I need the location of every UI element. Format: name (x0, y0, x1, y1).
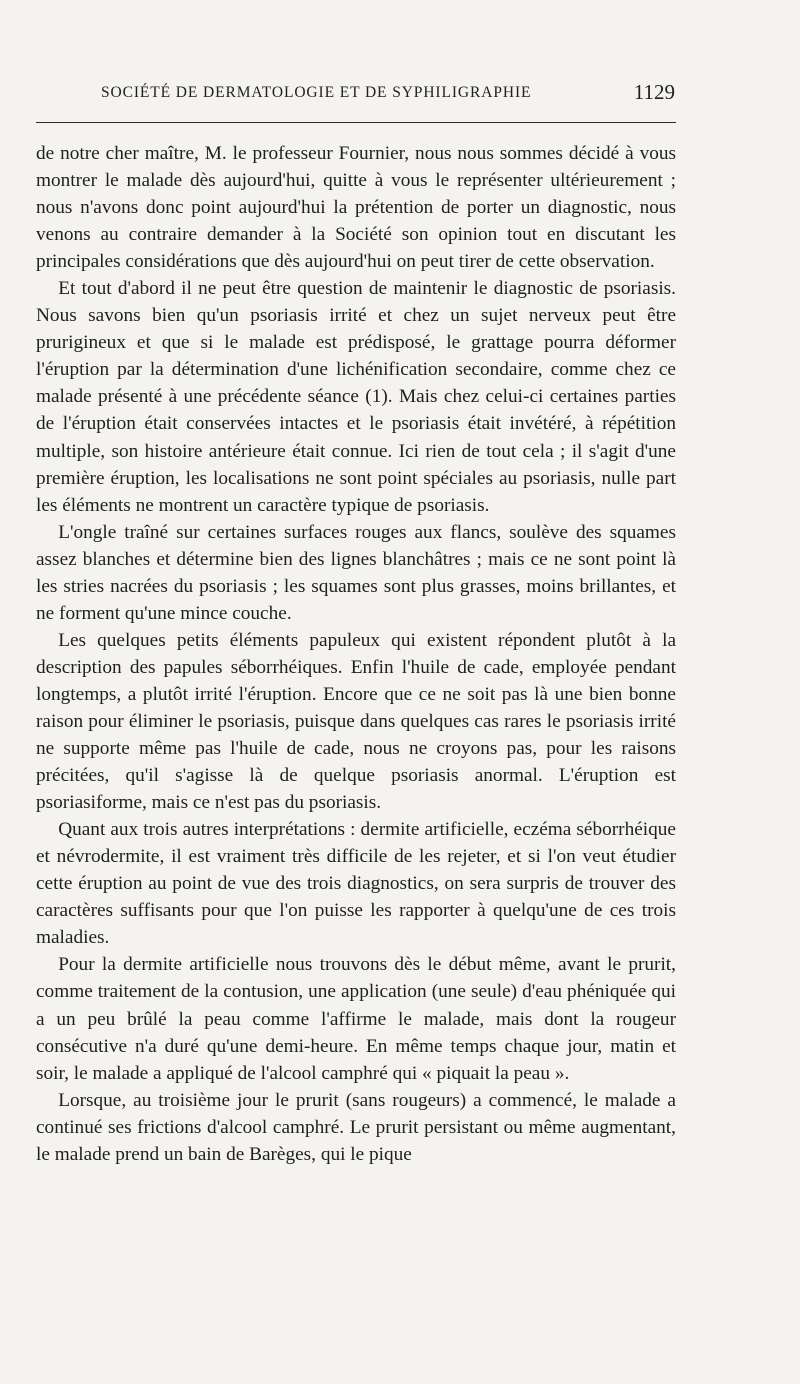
paragraph: Quant aux trois autres interprétations : dermite artificielle, eczéma séborrhéique et névrodermite, il est vraiment très difficile de les rejeter, et si l'on veut étudier cette éruption au point de vue des trois diagnostics, on sera surpris de trouver des caractères suffisants pour que l'on puisse les rapporter à quelqu'une de ces trois maladies. (36, 819, 676, 949)
paragraph: Et tout d'abord il ne peut être question de maintenir le diagnostic de psoriasis. Nous savons bien qu'un psoriasis irrité et chez un sujet nerveux peut être prurigineux et que si le malade est prédisposé, le grattage pourra déformer l'éruption par la détermination d'une lichénification secondaire, comme chez ce malade présenté à une précédente séance (1). Mais chez celui-ci certaines parties de l'éruption était conservées intactes et le psoriasis était invétéré, à répétition multiple, son histoire antérieure était connue. Ici rien de tout cela ; il s'agit d'une première éruption, les localisations ne sont point spéciales au psoriasis, nulle part les éléments ne montrent un caractère typique de psoriasis. (36, 278, 676, 516)
paragraph: de notre cher maître, M. le professeur Fournier, nous nous sommes décidé à vous montrer le malade dès aujourd'hui, quitte à vous le représenter ultérieurement ; nous n'avons donc point aujourd'hui la prétention de porter un diagnostic, nous venons au contraire demander à la Société son opinion tout en discutant les principales considérations que dès aujourd'hui on peut tirer de cette observation. (36, 143, 676, 273)
running-head: SOCIÉTÉ DE DERMATOLOGIE ET DE SYPHILIGRAPHIE (101, 84, 532, 101)
body-text (36, 140, 676, 1168)
header-rule (36, 122, 676, 123)
paragraph: Pour la dermite artificielle nous trouvons dès le début même, avant le prurit, comme traitement de la contusion, une application (une seule) d'eau phéniquée qui a un peu brûlé la peau comme l'affirme le malade, mais dont la rougeur consécutive n'a duré qu'une demi-heure. En même temps chaque jour, matin et soir, le malade a appliqué de l'alcool camphré qui « piquait la peau ». (36, 954, 676, 1084)
paragraph: L'ongle traîné sur certaines surfaces rouges aux flancs, soulève des squames assez blanches et détermine bien des lignes blanchâtres ; mais ce ne sont point là les stries nacrées du psoriasis ; les squames sont plus grasses, moins brillantes, et ne forment qu'une mince couche. (36, 521, 676, 624)
paragraph: Lorsque, au troisième jour le prurit (sans rougeurs) a commencé, le malade a continué ses frictions d'alcool camphré. Le prurit persistant ou même augmentant, le malade prend un bain de Barèges, qui le pique (36, 1089, 676, 1165)
page-number: 1129 (633, 80, 675, 104)
paragraph: Les quelques petits éléments papuleux qui existent répondent plutôt à la description des papules séborrhéiques. Enfin l'huile de cade, employée pendant longtemps, a plutôt irrité l'éruption. Encore que ce ne soit pas là une bien bonne raison pour éliminer le psoriasis, puisque dans quelques cas rares le psoriasis irrité ne supporte même pas l'huile de cade, nous ne croyons pas, pour les raisons précitées, qu'il s'agisse là de quelque psoriasis anormal. L'éruption est psoriasiforme, mais ce n'est pas du psoriasis. (36, 629, 676, 814)
page-header (101, 78, 675, 110)
